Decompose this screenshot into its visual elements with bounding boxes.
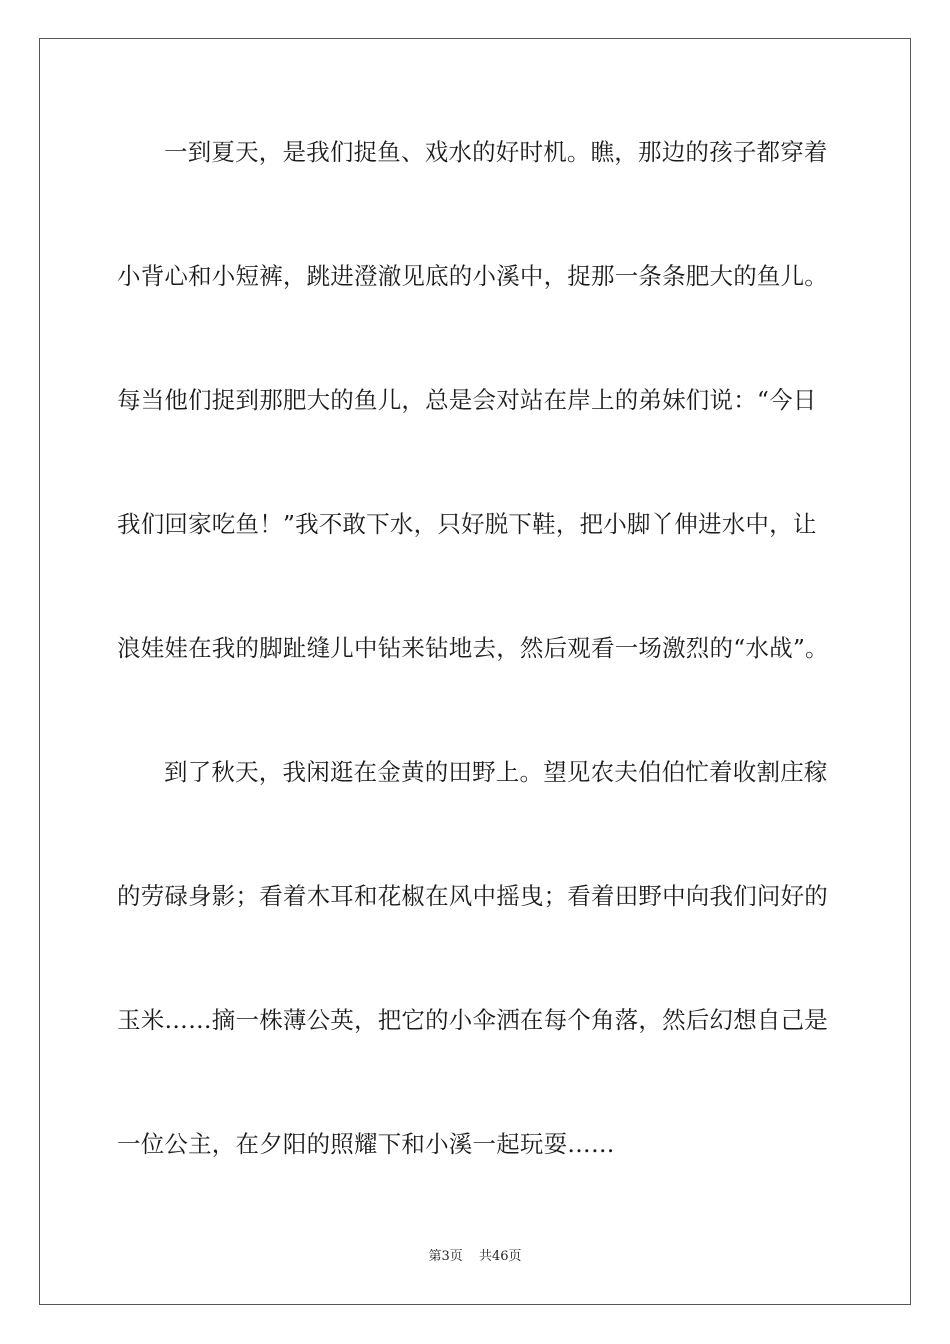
- paragraph-line: 我们回家吃鱼！”我不敢下水，只好脱下鞋，把小脚丫伸进水中，让: [117, 510, 817, 538]
- page-border: [39, 38, 911, 1305]
- paragraph-line: 每当他们捉到那肥大的鱼儿，总是会对站在岸上的弟妹们说：“今日: [117, 386, 817, 414]
- paragraph-line: 一位公主，在夕阳的照耀下和小溪一起玩耍……: [117, 1130, 615, 1158]
- paragraph-line: 玉米……摘一株薄公英，把它的小伞洒在每个角落，然后幻想自己是: [117, 1006, 828, 1034]
- paragraph-line: 小背心和小短裤，跳进澄澈见底的小溪中，捉那一条条肥大的鱼儿。: [117, 262, 828, 290]
- page-footer: [0, 1245, 950, 1264]
- page-number: 第3页: [428, 1249, 463, 1264]
- paragraph-line: 浪娃娃在我的脚趾缝儿中钻来钻地去，然后观看一场激烈的“水战”。: [117, 634, 829, 662]
- total-pages: 共46页: [478, 1249, 522, 1264]
- paragraph-line: 的劳碌身影；看着木耳和花椒在风中摇曳；看着田野中向我们问好的: [117, 882, 828, 910]
- paragraph-line: 到了秋天，我闲逛在金黄的田野上。望见农夫伯伯忙着收割庄稼: [164, 758, 828, 786]
- paragraph-line: 一到夏天，是我们捉鱼、戏水的好时机。瞧，那边的孩子都穿着: [164, 138, 828, 166]
